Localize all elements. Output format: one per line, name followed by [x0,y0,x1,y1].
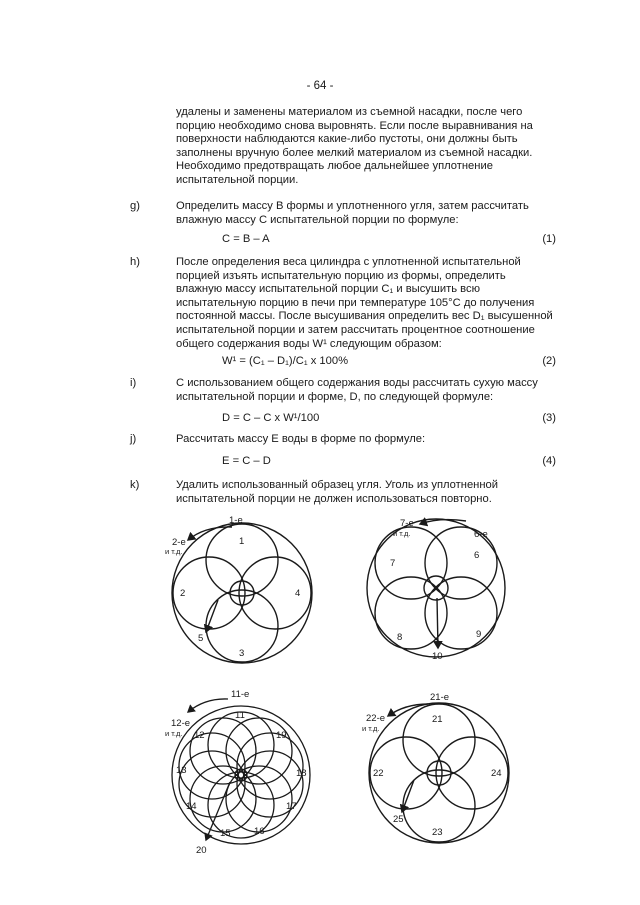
position-number: 2 [180,588,186,599]
position-number: 12 [194,730,205,741]
tamp-circle [206,524,278,596]
mould-outline [172,523,312,663]
label-second: 22-е [366,713,386,724]
label-first: 6-е [474,529,488,540]
tamp-circle [230,581,254,605]
position-number: 1 [239,536,245,547]
step-paragraph [176,377,556,404]
tamp-circle [206,590,278,662]
tamp-circle [427,761,451,785]
label-first: 21-е [430,692,450,703]
pointer-arrow [206,600,218,632]
diagram-10-point [172,699,310,844]
pointer-arrow [437,598,438,648]
tamp-circle [179,751,245,817]
text-line: После определения веса цилиндра с уплотненной испытательной [176,256,521,268]
position-number: 14 [186,801,197,812]
diagram-5-point [172,523,312,663]
label-etc: и т.д. [165,729,183,738]
formula: D = C – C x W¹/100 [222,412,320,424]
text-line: Определить массу B формы и уплотненного угля, затем рассчитать [176,200,529,212]
text-line: общего содержания воды W¹ следующим образом: [176,337,442,350]
text-line: заполнены вручную более мелкий материалом из съемной насадки. [176,146,533,159]
label-first: 11-е [231,689,250,700]
position-number: 5 [198,633,204,644]
formula: C = B – A [222,233,270,245]
tamp-circle [425,577,497,649]
text-line: порцией изъять испытательную порцию из формы, определить [176,269,506,282]
text-line: постоянной массы. После высушивания определить вес D₁ высушенной [176,310,553,323]
text-line: влажную массу испытательной порции C₁ и высушить всю [176,283,480,296]
position-number: 17 [286,801,297,812]
tamp-circle [235,769,247,781]
equation-number: (3) [542,412,556,424]
position-number: 6 [474,550,480,561]
step-paragraph [176,256,556,351]
position-number: 23 [432,827,443,838]
mould-outline [369,703,509,843]
mould-outline [367,519,505,657]
text-line: поверхности наблюдаются какие-либо пустоты, они должны быть [176,133,518,146]
pointer-arrow [402,780,414,812]
text-line: Рассчитать массу E воды в форме по формуле: [176,433,426,445]
direction-arrow [188,699,228,712]
step-marker: h) [130,256,140,268]
direction-arrow [188,527,232,540]
position-number: 13 [176,765,187,776]
text-line: Удалить использованный образец угля. Уголь из уплотненной [176,479,498,491]
equation-number: (4) [542,455,556,467]
position-number: 24 [491,768,502,779]
step-marker: g) [130,200,140,212]
tamp-circle [179,733,245,799]
step-paragraph [176,200,556,227]
label-etc: и т.д. [393,529,411,538]
direction-arrow [420,520,466,524]
formula: E = C – D [222,455,271,467]
tamp-circle [226,718,292,784]
position-number: 11 [235,710,245,721]
pointer-arrow [206,782,230,840]
tamp-circle [375,527,447,599]
direction-arrow [388,704,428,716]
position-number: 3 [239,648,245,659]
formula: W¹ = (C₁ – D₁)/C₁ x 100% [222,355,349,367]
step-paragraph [176,433,556,447]
position-number: 9 [476,629,482,640]
tamp-circle [425,527,497,599]
position-number: 18 [296,768,307,779]
tamp-circle [239,557,311,629]
position-number: 22 [373,768,384,779]
label-etc: и т.д. [362,724,380,733]
equation-number: (2) [542,355,556,367]
text-line: удалены и заменены материалом из съемной насадки, после чего [176,106,523,118]
tamp-circle [208,712,274,778]
diagram-5-point-rotated [367,519,505,657]
position-number: 16 [254,826,265,837]
text-line: испытательной порции и затем рассчитать процентное соотношение [176,323,535,336]
text-line: влажную массу C испытательной порции по формуле: [176,213,459,226]
text-line: испытательной порции и форме, D, по следующей формуле: [176,390,494,403]
step-paragraph [176,479,556,506]
mould-outline [172,706,310,844]
tamp-circle [403,770,475,842]
text-line: испытательную порцию в печи при температуре 105°C до получения [176,296,535,309]
tamp-circle [190,718,256,784]
label-second: 12-е [171,718,191,729]
tamp-circle [190,766,256,832]
step-marker: j) [130,433,137,445]
text-line: С использованием общего содержания воды рассчитать сухую массу [176,377,538,389]
position-number: 20 [196,845,207,856]
tamp-circle [370,737,442,809]
tamp-circle [237,733,303,799]
step-marker: k) [130,479,140,491]
text-line: порцию необходимо снова выровнять. Если после выравнивания на [176,119,533,132]
text-line: испытательной порции не должен использоваться повторно. [176,492,492,505]
page-number: - 64 - [306,80,334,92]
tamp-circle [436,737,508,809]
label-first: 1-е [229,515,243,526]
position-number: 10 [432,651,443,662]
position-number: 7 [390,558,396,569]
position-number: 21 [432,714,443,725]
tamp-circle [424,576,448,600]
label-etc: и т.д. [165,547,183,556]
intro-paragraph [176,106,556,188]
tamp-circle [226,766,292,832]
diagram-5-point-large [369,703,509,843]
tamp-circle [173,557,245,629]
text-line: испытательной порции. [176,173,299,186]
position-number: 8 [397,632,403,643]
tamp-circle [208,772,274,838]
tamp-circle [375,577,447,649]
position-number: 19 [276,730,287,741]
tamp-circle [237,751,303,817]
equation-number: (1) [542,233,556,245]
position-number: 25 [393,814,404,825]
position-number: 15 [220,828,231,839]
position-number: 4 [295,588,301,599]
text-line: Необходимо предотвращать любое дальнейшее уплотнение [176,160,493,173]
label-second: 2-е [172,537,186,548]
tamp-circle [403,704,475,776]
label-second: 7-е [400,518,414,529]
step-marker: i) [130,377,137,389]
